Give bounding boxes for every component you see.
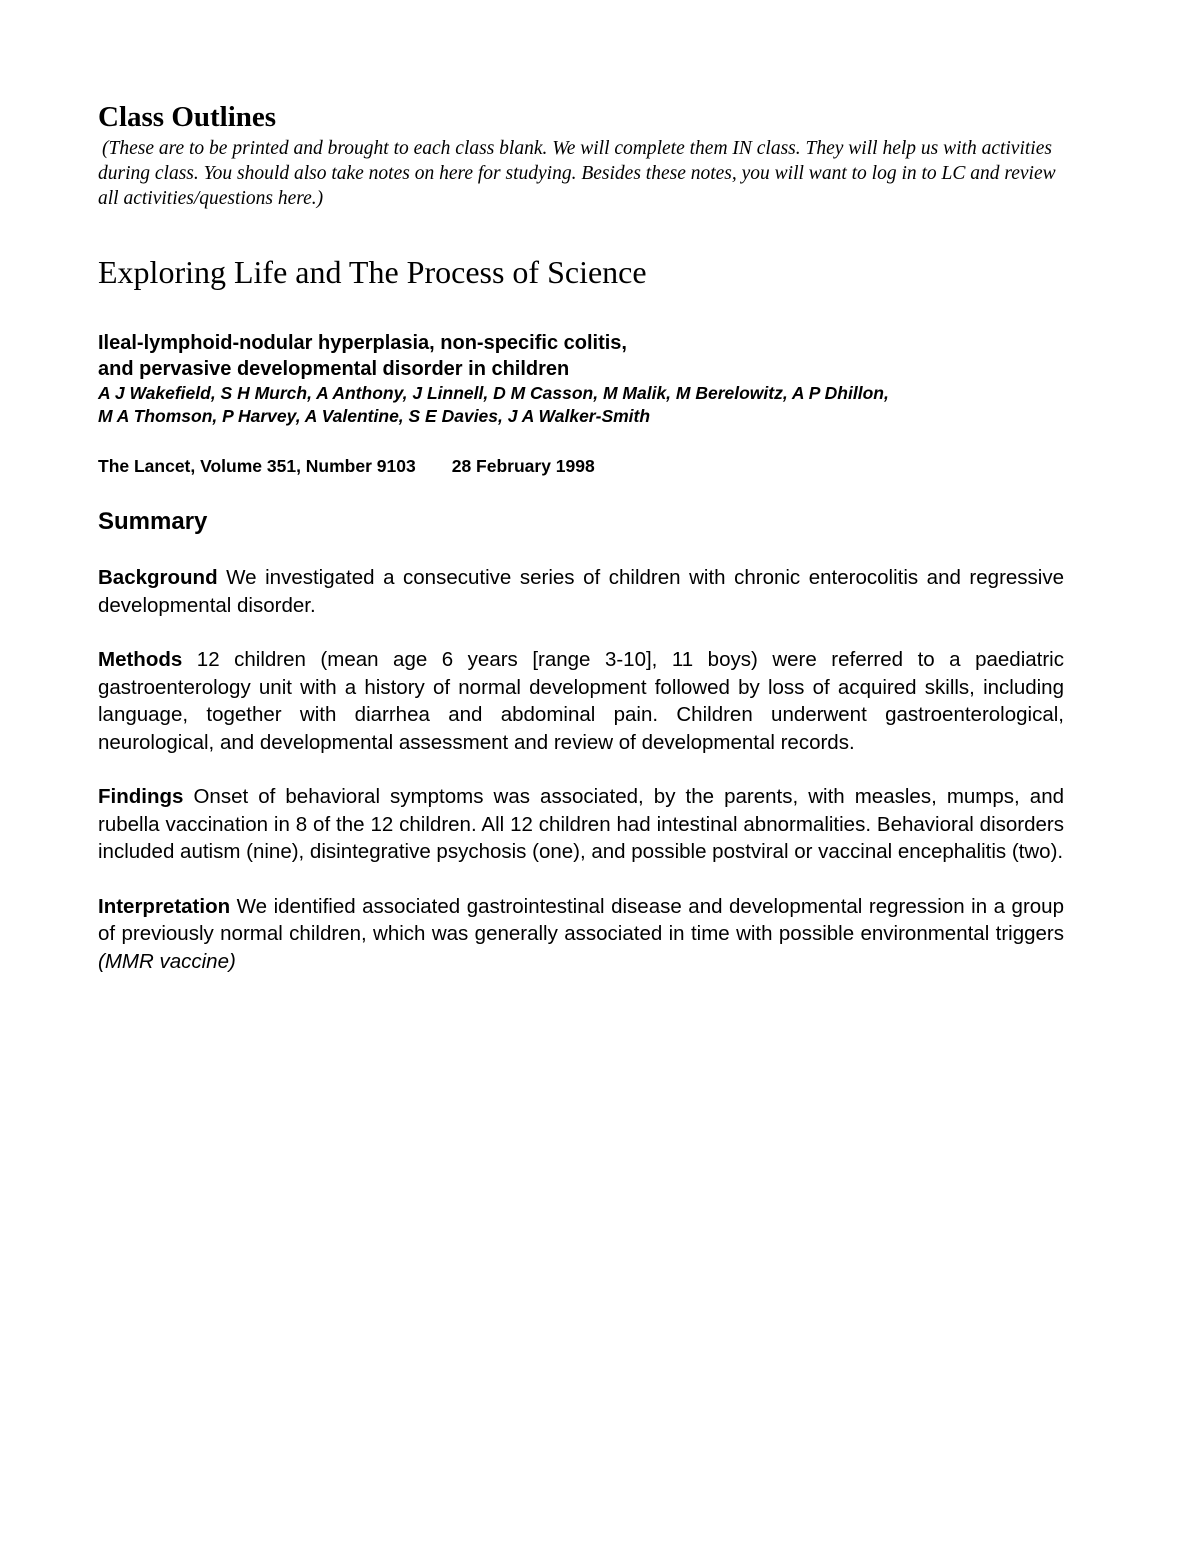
findings-text: Onset of behavioral symptoms was associated, by the parents, with measles, mumps, and rubella vaccination in 8 of the 12 children. All 12 children had intestinal abnormalities. Behavioral disorders included autism (nine), disintegrative psychosis (one), and possible postviral or vaccinal encephalitis (two).	[98, 785, 1064, 863]
journal-citation	[98, 455, 1064, 478]
background-label: Background	[98, 566, 218, 589]
summary-heading: Summary	[98, 508, 208, 535]
methods-section	[98, 646, 1064, 756]
authors-line-1: A J Wakefield, S H Murch, A Anthony, J Linnell, D M Casson, M Malik, M Berelowitz, A P Dhillon,	[98, 383, 889, 403]
findings-label: Findings	[98, 785, 184, 808]
interpretation-section	[98, 893, 1064, 976]
topic-title: Exploring Life and The Process of Science	[98, 254, 647, 290]
intro-note: (These are to be printed and brought to each class blank. We will complete them IN class. They will help us with activities during class. You should also take notes on here for studying. Besides these notes, you will want to log in to LC and review all activities/questions here.)	[98, 138, 1056, 209]
page-title: Class Outlines	[98, 101, 277, 133]
interpretation-emphasis: (MMR vaccine)	[98, 949, 236, 973]
journal-name: The Lancet, Volume 351, Number 9103	[98, 456, 416, 476]
background-section	[98, 564, 1064, 619]
article-title-line-1: Ileal-lymphoid-nodular hyperplasia, non-specific colitis,	[98, 332, 627, 354]
article-title	[98, 330, 1064, 382]
article-authors	[98, 382, 1064, 428]
methods-label: Methods	[98, 648, 183, 671]
document-page	[98, 98, 1064, 975]
findings-section	[98, 783, 1064, 866]
publication-date: 28 February 1998	[451, 456, 595, 476]
authors-line-2: M A Thomson, P Harvey, A Valentine, S E Davies, J A Walker-Smith	[98, 406, 651, 426]
interpretation-text: We identified associated gastrointestinal disease and developmental regression in a group of previously normal children, which was generally associated in time with possible environmental triggers	[98, 894, 1064, 945]
methods-text: 12 children (mean age 6 years [range 3-10], 11 boys) were referred to a paediatric gastroenterology unit with a history of normal development followed by loss of acquired skills, including language, together with diarrhea and abdominal pain. Children underwent gastroenterological, neurological, and developmental assessment and review of developmental records.	[98, 648, 1064, 754]
article-title-line-2: and pervasive developmental disorder in children	[98, 358, 570, 380]
interpretation-label: Interpretation	[98, 894, 231, 918]
background-text: We investigated a consecutive series of children with chronic enterocolitis and regressive developmental disorder.	[98, 566, 1064, 617]
